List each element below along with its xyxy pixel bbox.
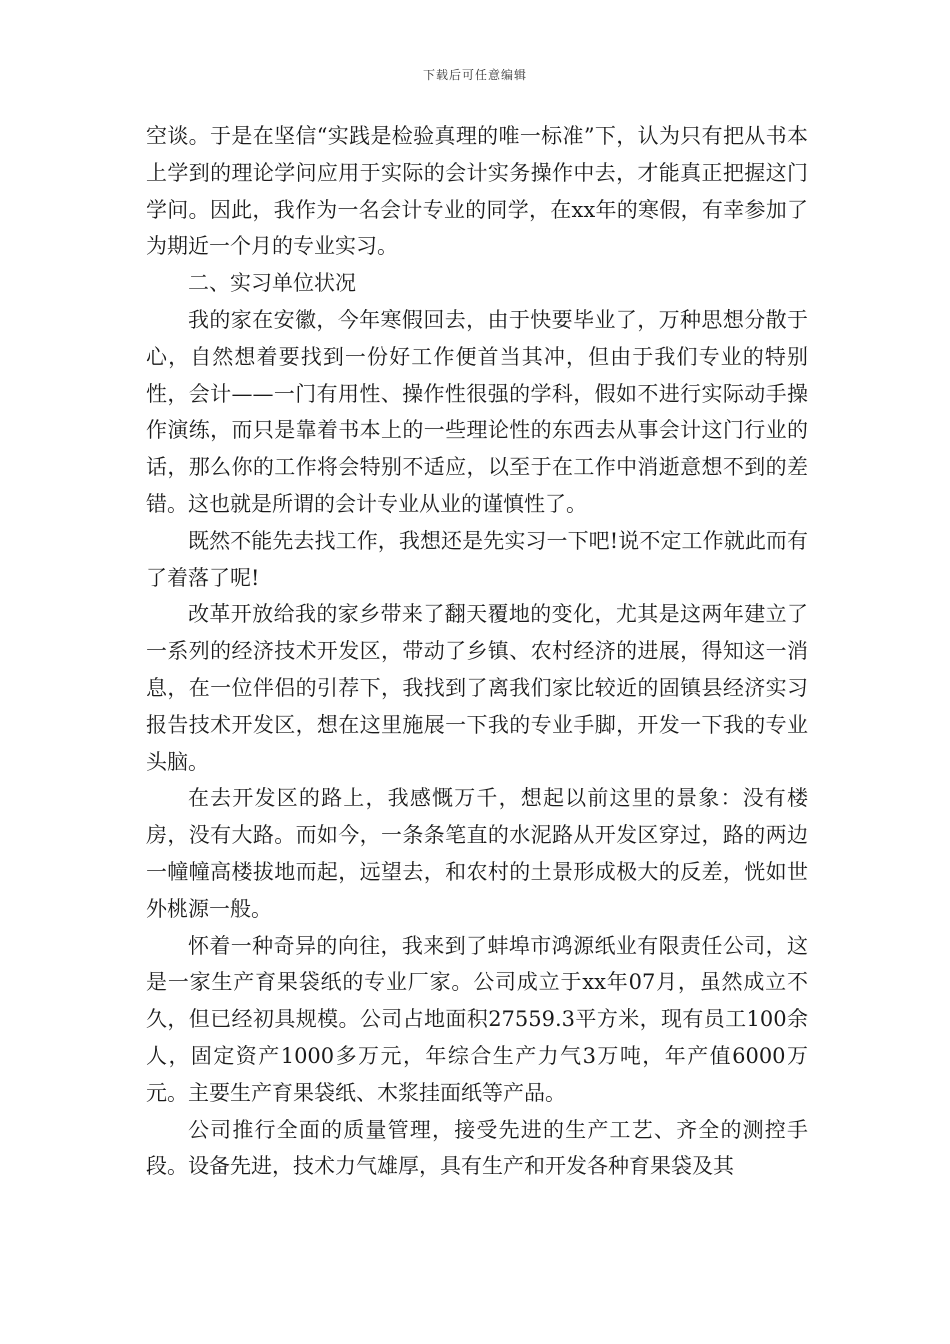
paragraph-road: 在去开发区的路上，我感慨万千，想起以前这里的景象：没有楼房，没有大路。而如今，一条条笔直的水泥路从开发区穿过，路的两边一幢幢高楼拔地而起，远望去，和农村的土景形成极大的反差，恍如世外桃源一般。: [146, 786, 808, 921]
paragraph-internship-decision: 既然不能先去找工作，我想还是先实习一下吧!说不定工作就此而有了着落了呢!: [146, 528, 808, 590]
section-heading: 二、实习单位状况: [188, 271, 356, 296]
paragraph-hometown: 我的家在安徽，今年寒假回去，由于快要毕业了，万种思想分散于心，自然想着要找到一份好工作便首当其冲，但由于我们专业的特别性，会计——一门有用性、操作性很强的学科，假如不进行实际动手操作演练，而只是靠着书本上的一些理论性的东西去从事会计这门行业的话，那么你的工作将会特别不适应，以至于在工作中消逝意想不到的差错。这也就是所谓的会计专业从业的谨慎性了。: [146, 307, 808, 516]
paragraph-reform: 改革开放给我的家乡带来了翻天覆地的变化，尤其是这两年建立了一系列的经济技术开发区，带动了乡镇、农村经济的进展，得知这一消息，在一位伴侣的引荐下，我找到了离我们家比较近的固镇县经济实习报告技术开发区，想在这里施展一下我的专业手脚，开发一下我的专业头脑。: [146, 602, 808, 774]
page-header: 下载后可任意编辑: [422, 68, 527, 82]
paragraph-intro-continuation: 空谈。于是在坚信“实践是检验真理的唯一标准”下，认为只有把从书本上学到的理论学问应用于实际的会计实务操作中去，才能真正把握这门学问。因此，我作为一名会计专业的同学，在xx年的寒假，有幸参加了为期近一个月的专业实习。: [146, 124, 808, 259]
paragraph-company: 怀着一种奇异的向往，我来到了蚌埠市鸿源纸业有限责任公司，这是一家生产育果袋纸的专业厂家。公司成立于xx年07月，虽然成立不久，但已经初具规模。公司占地面积27559.3平方米，现有员工100余人，固定资产1000多万元，年综合生产力气3万吨，年产值6000万元。主要生产育果袋纸、木浆挂面纸等产品。: [146, 933, 808, 1105]
paragraph-quality: 公司推行全面的质量管理，接受先进的生产工艺、齐全的测控手段。设备先进，技术力气雄厚，具有生产和开发各种育果袋及其: [146, 1117, 808, 1179]
document-body: [146, 118, 808, 1185]
